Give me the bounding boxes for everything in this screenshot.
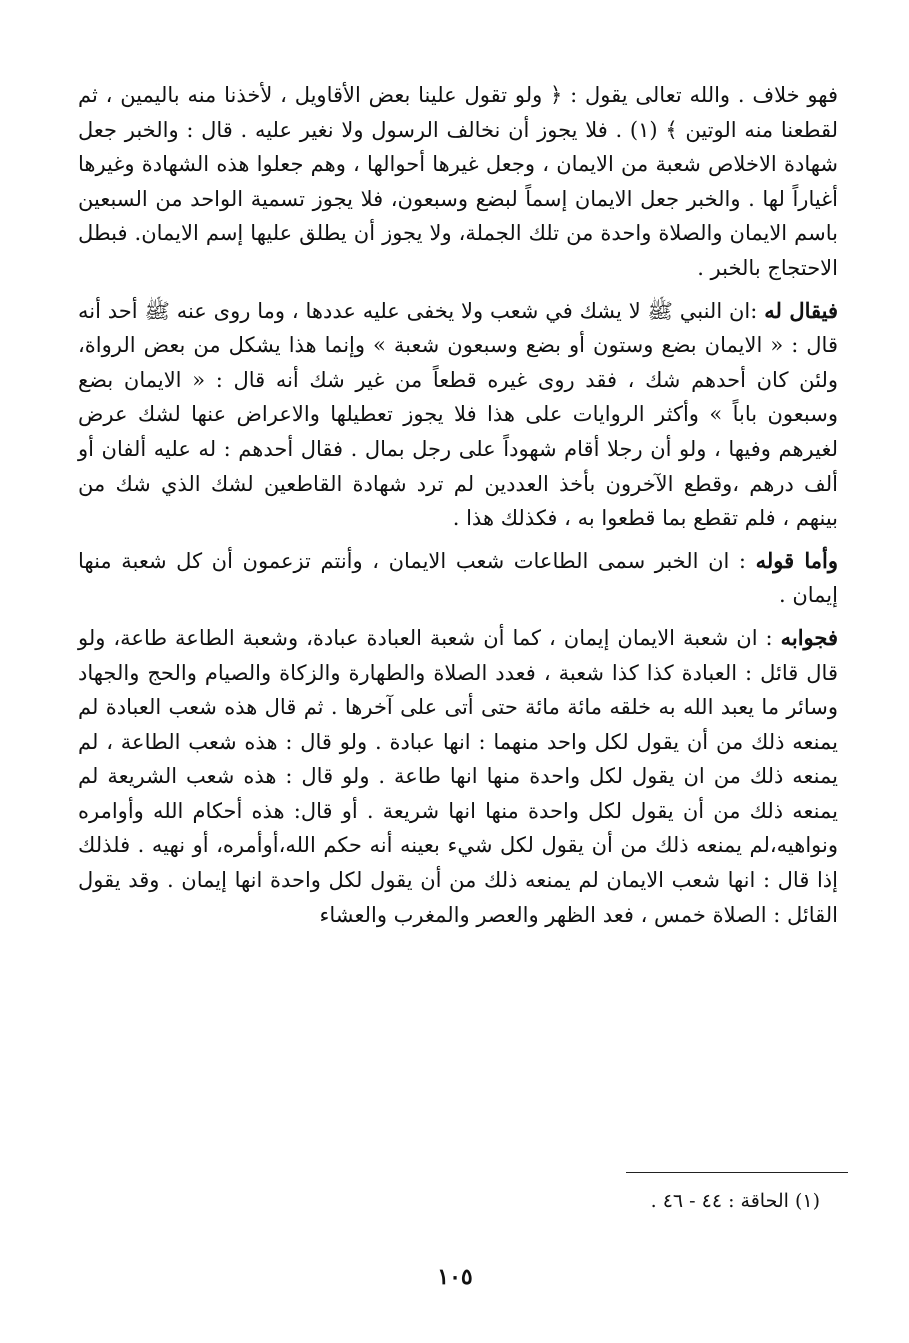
paragraph-3-lead: وأما قوله [755,547,838,573]
paragraph-1 [78,78,838,286]
paragraph-3 [78,544,838,613]
paragraph-4-text: : ان شعبة الايمان إيمان ، كما أن شعبة العبادة عبادة، وشعبة الطاعة طاعة، ولو قال قائل : العبادة كذا كذا شعبة ، فعدد الصلاة والطهارة والزكاة والصيام والحج والجهاد وسائر ما يعبد الله به خلقه مائة مائة حتى أتى على آخرها . ثم قال هذه شعب العبادة لم يمنعه ذلك من أن يقول لكل واحد منهما : انها عبادة . ولو قال : هذه شعب الطاعة ، لم يمنعه ذلك من ان يقول لكل واحدة منها انها طاعة . ولو قال : هذه شعب الشريعة لم يمنعه ذلك من أن يقول لكل واحدة منها انها شريعة . أو قال: هذه أحكام الله وأوامره ونواهيه،لم يمنعه ذلك من أن يقول لكل شيء بعينه أنه حكم الله،أوأمره، أو نهيه . فلذلك إذا قال : انها شعب الايمان لم يمنعه ذلك من أن يقول لكل واحدة انها إيمان . وقد يقول القائل : الصلاة خمس ، فعد الظهر والعصر والمغرب والعشاء [78,625,838,927]
paragraph-4 [78,621,838,932]
paragraph-1-text: فهو خلاف . والله تعالى يقول : ﴿ ولو تقول علينا بعض الأقاويل ، لأخذنا منه باليمين ، ثم لقطعنا منه الوتين ﴾ (١) . فلا يجوز أن نخالف الرسول ولا نغير عليه . قال : والخبر جعل شهادة الاخلاص شعبة من الايمان ، وجعل غيرها أحوالها ، وهم جعلوا هذه الشهادة وغيرها أغياراً لها . والخبر جعل الايمان إسماً لبضع وسبعون، فلا يجوز تسمية الواحد من السبعين باسم الايمان والصلاة واحدة من تلك الجملة، ولا يجوز أن يطلق عليها إسم الايمان. فبطل الاحتجاج بالخبر . [78,83,839,280]
page-number: ١٠٥ [437,1264,473,1290]
paragraph-4-lead: فجوابه [780,624,838,650]
paragraph-3-text: : ان الخبر سمى الطاعات شعب الايمان ، وأنتم تزعمون أن كل شعبة منها إيمان . [78,548,838,608]
paragraph-2-text: :ان النبي ﷺ لا يشك في شعب ولا يخفى عليه عددها ، وما روى عنه ﷺ أحد أنه قال : « الايمان بضع وستون أو بضع وسبعون شعبة » وإنما هذا يشكل من بعض الرواة، ولئن كان أحدهم شك ، فقد روى غيره قطعاً من غير شك أنه قال : « الايمان بضع وسبعون باباً » وأكثر الروايات على هذا فلا يجوز تعطيلها والاعراض عنها لشك عرض لغيرهم وفيها ، ولو أن رجلا أقام شهوداً على رجل بمال . فقال أحدهم : له عليه ألفان أو ألف درهم ،وقطع الآخرون بأخذ العددين لم ترد شهادة القاطعين لشك الذي شك من بينهم ، فلم تقطع بما قطعوا به ، فكذلك هذا . [78,298,838,531]
footnote-divider [626,1172,848,1173]
paragraph-2 [78,294,838,536]
body-text [78,78,838,932]
footnote: (١) الحاقة : ٤٤ - ٤٦ . [650,1190,820,1212]
paragraph-2-lead: فيقال له [764,297,838,323]
